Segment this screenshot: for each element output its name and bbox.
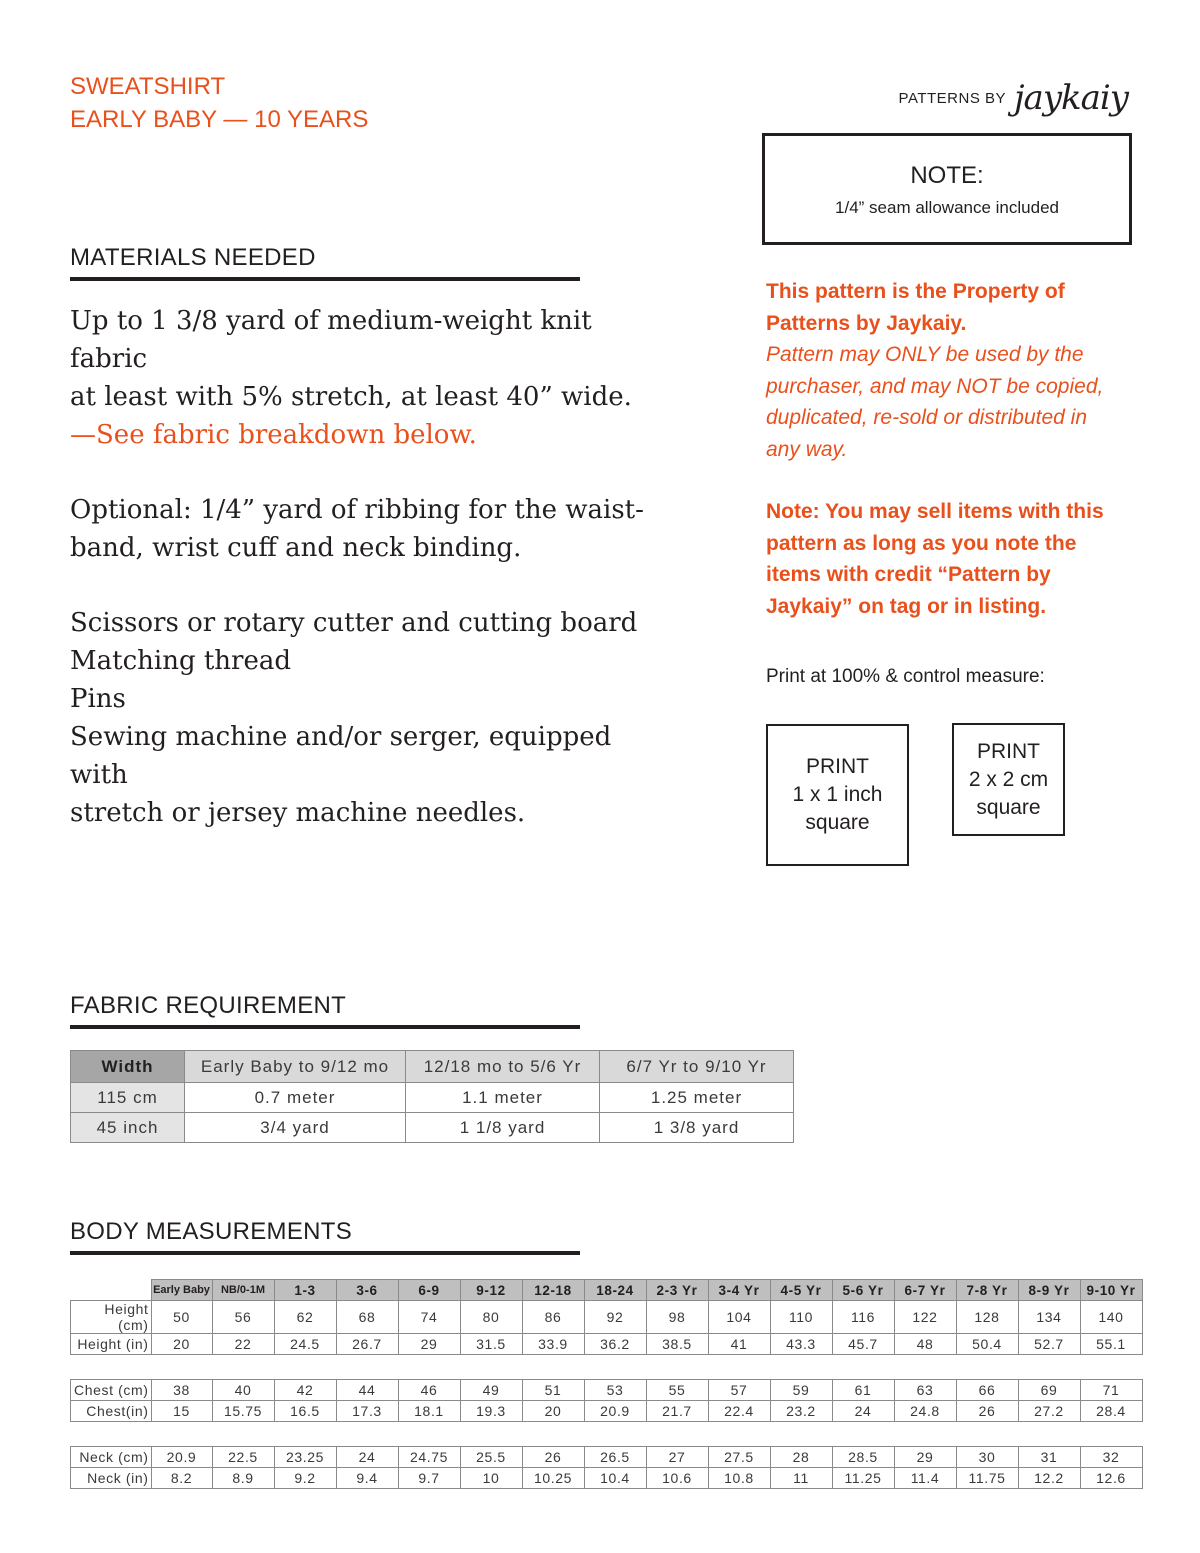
table-spacer <box>71 1422 1143 1447</box>
table-cell: 43.3 <box>770 1334 832 1355</box>
table-cell: 24.75 <box>398 1447 460 1468</box>
sell-note-line: Note: You may sell items with this <box>766 500 1104 523</box>
size-header: 1-3 <box>274 1280 336 1301</box>
table-cell: 122 <box>894 1301 956 1334</box>
size-header: 8-9 Yr <box>1018 1280 1080 1301</box>
fabric-heading: FABRIC REQUIREMENT <box>70 992 580 1029</box>
table-cell: 128 <box>956 1301 1018 1334</box>
table-cell: 10.25 <box>522 1468 584 1489</box>
table-cell: 28 <box>770 1447 832 1468</box>
table-cell: 27 <box>646 1447 708 1468</box>
table-cell: 31 <box>1018 1447 1080 1468</box>
table-cell: 25.5 <box>460 1447 522 1468</box>
table-cell: 69 <box>1018 1380 1080 1401</box>
table-cell: 11.4 <box>894 1468 956 1489</box>
brand-logo: jaykaiy <box>1014 78 1128 118</box>
table-cell: 68 <box>336 1301 398 1334</box>
table-cell: 44 <box>336 1380 398 1401</box>
table-cell: 22.4 <box>708 1401 770 1422</box>
table-cell: 27.2 <box>1018 1401 1080 1422</box>
note-heading: NOTE: <box>910 162 984 189</box>
table-cell: 3/4 yard <box>185 1113 406 1143</box>
table-cell: 38 <box>151 1380 212 1401</box>
table-row <box>71 1083 794 1113</box>
table-cell: 23.25 <box>274 1447 336 1468</box>
table-cell: 31.5 <box>460 1334 522 1355</box>
table-cell: 10 <box>460 1468 522 1489</box>
row-label: Neck (in) <box>71 1468 152 1489</box>
table-cell: 0.7 meter <box>185 1083 406 1113</box>
size-header: 7-8 Yr <box>956 1280 1018 1301</box>
sell-note-line: items with credit “Pattern by <box>766 563 1051 586</box>
table-cell: 20.9 <box>584 1401 646 1422</box>
table-cell: 53 <box>584 1380 646 1401</box>
note-text: 1/4” seam allowance included <box>835 198 1059 217</box>
fabric-table <box>70 1050 794 1143</box>
materials-line: Sewing machine and/or serger, equipped with <box>70 722 612 790</box>
table-cell: 33.9 <box>522 1334 584 1355</box>
property-line: Patterns by Jaykaiy. <box>766 311 967 335</box>
body-heading: BODY MEASUREMENTS <box>70 1218 580 1255</box>
table-header: Width <box>71 1051 185 1083</box>
table-cell: 28.4 <box>1080 1401 1142 1422</box>
page-title-block <box>70 70 368 136</box>
sell-note-line: pattern as long as you note the <box>766 531 1077 555</box>
table-cell: 51 <box>522 1380 584 1401</box>
table-cell: 1 3/8 yard <box>600 1113 794 1143</box>
table-cell: 12.6 <box>1080 1468 1142 1489</box>
table-spacer <box>71 1355 1143 1380</box>
table-row <box>71 1447 1143 1468</box>
table-cell: 86 <box>522 1301 584 1334</box>
table-header: Early Baby to 9/12 mo <box>185 1051 406 1083</box>
table-cell: 9.4 <box>336 1468 398 1489</box>
size-header: 6-9 <box>398 1280 460 1301</box>
table-row <box>71 1301 1143 1334</box>
table-cell: 11.75 <box>956 1468 1018 1489</box>
table-cell: 48 <box>894 1334 956 1355</box>
square-label: 1 x 1 inch <box>792 783 883 806</box>
table-cell: 116 <box>832 1301 894 1334</box>
table-header-row <box>71 1280 1143 1301</box>
square-label: 2 x 2 cm <box>968 767 1049 791</box>
size-header: 6-7 Yr <box>894 1280 956 1301</box>
table-cell: 1.1 meter <box>406 1083 600 1113</box>
table-cell: 26 <box>956 1401 1018 1422</box>
table-cell: 92 <box>584 1301 646 1334</box>
table-cell: 57 <box>708 1380 770 1401</box>
property-line: Pattern may ONLY be used by the <box>766 343 1084 366</box>
square-label: square <box>976 795 1041 819</box>
table-cell: 1 1/8 yard <box>406 1113 600 1143</box>
table-cell: 104 <box>708 1301 770 1334</box>
property-line: any way. <box>766 437 848 461</box>
table-cell: 140 <box>1080 1301 1142 1334</box>
row-label: Height (in) <box>71 1334 152 1355</box>
table-cell: 63 <box>894 1380 956 1401</box>
size-header: 12-18 <box>522 1280 584 1301</box>
table-cell: 40 <box>212 1380 274 1401</box>
table-cell: 45.7 <box>832 1334 894 1355</box>
materials-line: Matching thread <box>70 646 291 676</box>
property-line: duplicated, re-sold or distributed in <box>766 406 1088 429</box>
table-cell: 49 <box>460 1380 522 1401</box>
table-row <box>71 1380 1143 1401</box>
materials-line-highlight: —See fabric breakdown below. <box>70 420 477 450</box>
table-cell: 11.25 <box>832 1468 894 1489</box>
table-cell: 20 <box>522 1401 584 1422</box>
table-row <box>71 1468 1143 1489</box>
materials-line: Scissors or rotary cutter and cutting board <box>70 608 638 638</box>
table-cell: 46 <box>398 1380 460 1401</box>
control-square-inch <box>766 724 909 866</box>
table-cell: 1.25 meter <box>600 1083 794 1113</box>
table-cell: 19.3 <box>460 1401 522 1422</box>
table-cell: 71 <box>1080 1380 1142 1401</box>
table-cell: 20 <box>151 1334 212 1355</box>
table-cell: 29 <box>894 1447 956 1468</box>
table-cell: 22 <box>212 1334 274 1355</box>
table-cell: 24 <box>336 1447 398 1468</box>
note-box <box>762 133 1132 245</box>
brand-prefix: PATTERNS BY <box>898 89 1007 107</box>
table-cell: 15 <box>151 1401 212 1422</box>
table-cell: 23.2 <box>770 1401 832 1422</box>
property-notice <box>766 276 1146 622</box>
table-corner <box>71 1280 152 1301</box>
table-cell: 8.2 <box>151 1468 212 1489</box>
table-cell: 11 <box>770 1468 832 1489</box>
brand <box>899 78 1128 118</box>
table-cell: 24.8 <box>894 1401 956 1422</box>
size-header: 5-6 Yr <box>832 1280 894 1301</box>
table-cell: 20.9 <box>151 1447 212 1468</box>
size-header: NB/0-1M <box>212 1280 274 1301</box>
table-cell: 12.2 <box>1018 1468 1080 1489</box>
table-cell: 17.3 <box>336 1401 398 1422</box>
table-cell: 26.5 <box>584 1447 646 1468</box>
table-cell: 26.7 <box>336 1334 398 1355</box>
table-cell: 32 <box>1080 1447 1142 1468</box>
table-cell: 21.7 <box>646 1401 708 1422</box>
table-cell: 28.5 <box>832 1447 894 1468</box>
table-cell: 50.4 <box>956 1334 1018 1355</box>
table-cell: 22.5 <box>212 1447 274 1468</box>
body-measurements-table <box>70 1279 1143 1489</box>
size-header: 9-10 Yr <box>1080 1280 1142 1301</box>
materials-heading: MATERIALS NEEDED <box>70 244 580 281</box>
materials-line: Optional: 1/4” yard of ribbing for the waist- <box>70 495 644 525</box>
row-label: Neck (cm) <box>71 1447 152 1468</box>
table-cell: 9.7 <box>398 1468 460 1489</box>
table-cell: 134 <box>1018 1301 1080 1334</box>
size-header: 3-6 <box>336 1280 398 1301</box>
square-label: square <box>805 811 870 834</box>
table-cell: 15.75 <box>212 1401 274 1422</box>
table-cell: 98 <box>646 1301 708 1334</box>
row-label: Height (cm) <box>71 1301 152 1334</box>
materials-line: band, wrist cuff and neck binding. <box>70 533 522 563</box>
table-cell: 61 <box>832 1380 894 1401</box>
table-header: 6/7 Yr to 9/10 Yr <box>600 1051 794 1083</box>
table-cell: 27.5 <box>708 1447 770 1468</box>
table-cell: 41 <box>708 1334 770 1355</box>
table-cell: 42 <box>274 1380 336 1401</box>
table-cell: 55.1 <box>1080 1334 1142 1355</box>
table-cell: 10.8 <box>708 1468 770 1489</box>
page-title: SWEATSHIRT <box>70 73 226 100</box>
table-cell: 30 <box>956 1447 1018 1468</box>
materials-line: stretch or jersey machine needles. <box>70 798 526 828</box>
table-cell: 16.5 <box>274 1401 336 1422</box>
sell-note-line: Jaykaiy” on tag or in listing. <box>766 594 1047 618</box>
table-cell: 110 <box>770 1301 832 1334</box>
table-cell: 10.4 <box>584 1468 646 1489</box>
table-cell: 56 <box>212 1301 274 1334</box>
table-cell: 80 <box>460 1301 522 1334</box>
table-cell: 62 <box>274 1301 336 1334</box>
table-cell: 18.1 <box>398 1401 460 1422</box>
property-line: purchaser, and may NOT be copied, <box>766 374 1104 398</box>
table-cell: 36.2 <box>584 1334 646 1355</box>
table-cell: 66 <box>956 1380 1018 1401</box>
materials-list <box>70 302 670 832</box>
table-cell: 24.5 <box>274 1334 336 1355</box>
table-cell: 38.5 <box>646 1334 708 1355</box>
size-header: 18-24 <box>584 1280 646 1301</box>
table-row <box>71 1334 1143 1355</box>
table-cell: 50 <box>151 1301 212 1334</box>
page-subtitle: EARLY BABY — 10 YEARS <box>70 106 369 133</box>
property-line: This pattern is the Property of <box>766 280 1065 303</box>
table-cell: 24 <box>832 1401 894 1422</box>
table-cell: 59 <box>770 1380 832 1401</box>
table-header: 12/18 mo to 5/6 Yr <box>406 1051 600 1083</box>
materials-line: at least with 5% stretch, at least 40” wide. <box>70 382 632 412</box>
table-cell: 74 <box>398 1301 460 1334</box>
size-header: 2-3 Yr <box>646 1280 708 1301</box>
table-cell: 52.7 <box>1018 1334 1080 1355</box>
table-row <box>71 1113 794 1143</box>
table-cell: 115 cm <box>71 1083 185 1113</box>
table-cell: 29 <box>398 1334 460 1355</box>
table-header-row <box>71 1051 794 1083</box>
materials-line: Pins <box>70 684 126 714</box>
table-cell: 26 <box>522 1447 584 1468</box>
table-cell: 10.6 <box>646 1468 708 1489</box>
print-instruction: Print at 100% & control measure: <box>766 666 1045 687</box>
table-cell: 9.2 <box>274 1468 336 1489</box>
table-cell: 45 inch <box>71 1113 185 1143</box>
size-header: 4-5 Yr <box>770 1280 832 1301</box>
square-label: PRINT <box>806 755 869 778</box>
size-header: 9-12 <box>460 1280 522 1301</box>
row-label: Chest(in) <box>71 1401 152 1422</box>
materials-line: Up to 1 3/8 yard of medium-weight knit fabric <box>70 306 592 374</box>
size-header: 3-4 Yr <box>708 1280 770 1301</box>
table-row <box>71 1401 1143 1422</box>
size-header: Early Baby <box>151 1280 212 1301</box>
row-label: Chest (cm) <box>71 1380 152 1401</box>
control-square-cm <box>952 723 1065 836</box>
square-label: PRINT <box>977 739 1040 763</box>
table-cell: 8.9 <box>212 1468 274 1489</box>
table-cell: 55 <box>646 1380 708 1401</box>
